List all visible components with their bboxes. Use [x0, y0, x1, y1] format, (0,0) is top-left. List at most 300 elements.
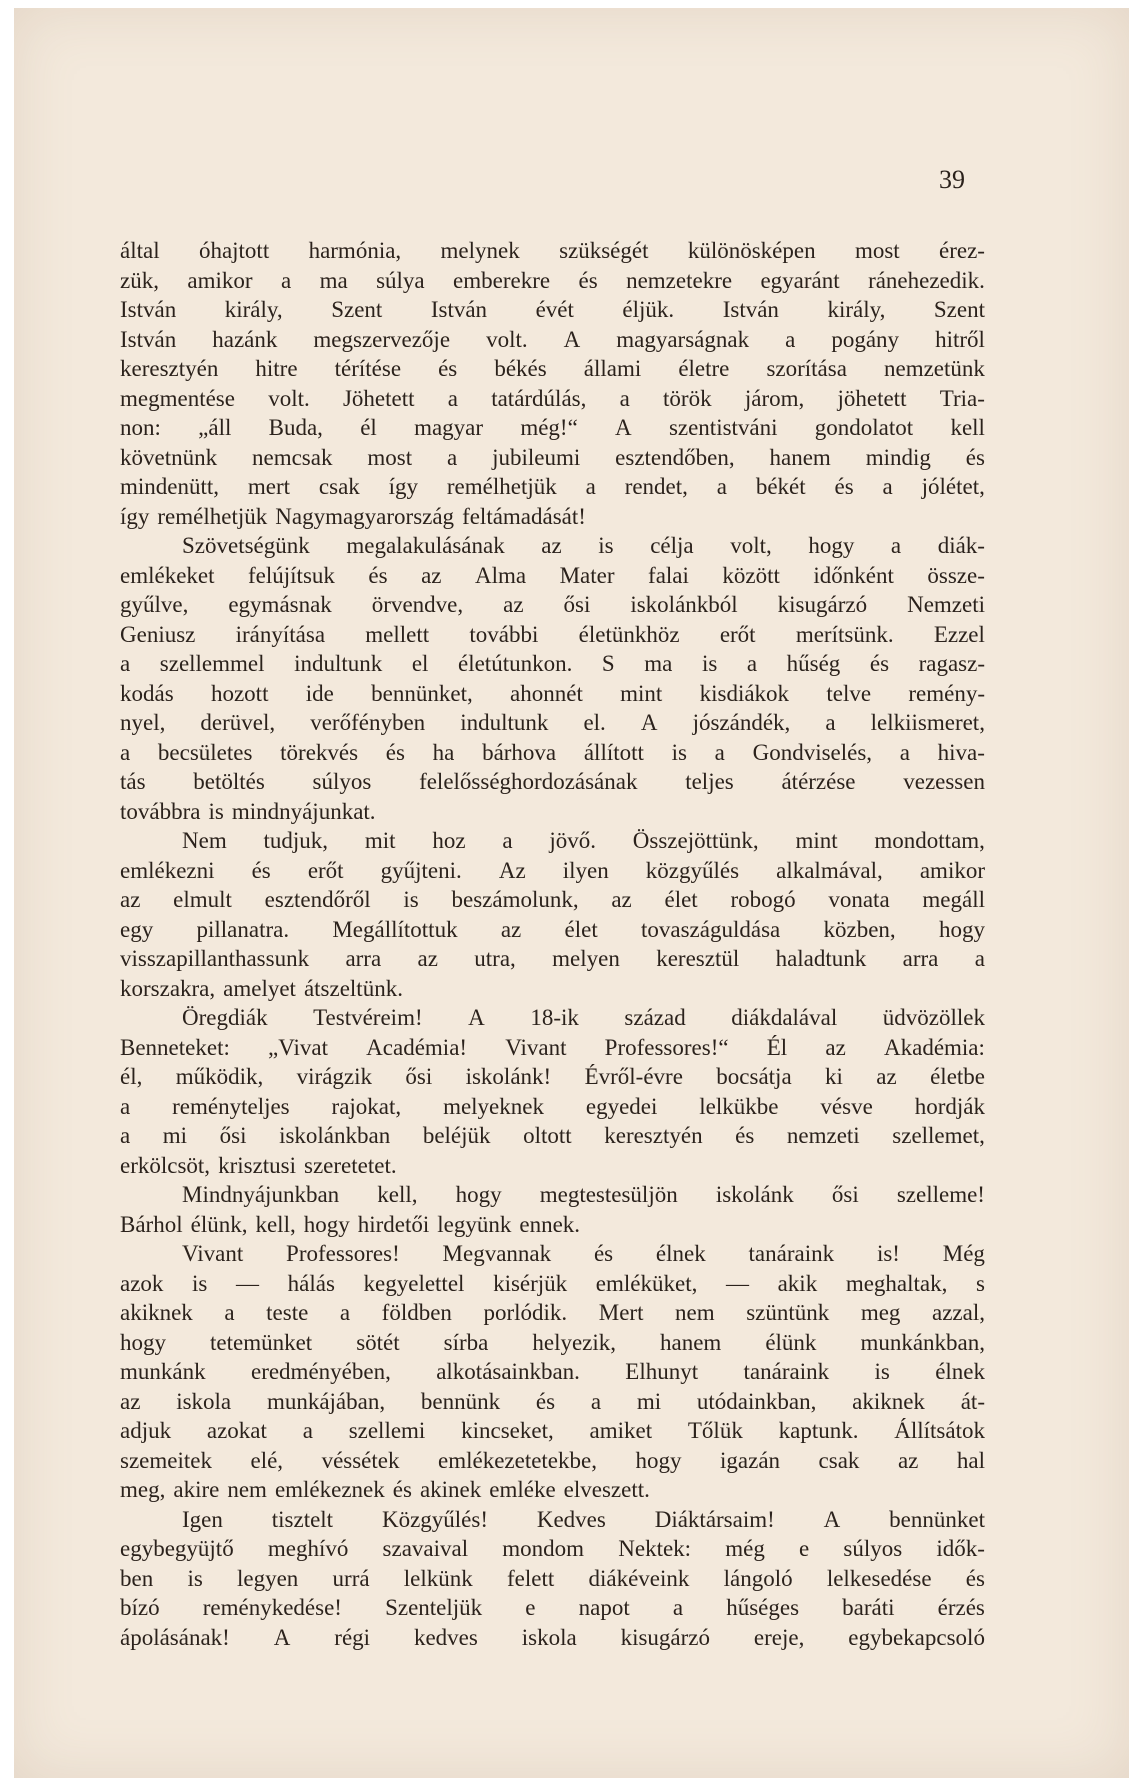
word: bocsátja: [716, 1064, 792, 1089]
word: diák-: [937, 533, 985, 558]
word: hal: [956, 1447, 985, 1473]
word: Buda,: [268, 415, 323, 440]
word: A: [273, 1624, 291, 1650]
word: és: [965, 1565, 985, 1591]
word: amiket: [589, 1418, 653, 1443]
word: üdvözöllek: [882, 1005, 985, 1030]
word: legyen: [237, 1565, 299, 1591]
word: megmentése: [120, 385, 235, 411]
word: reményteljes: [172, 1093, 290, 1119]
word: meghívó: [267, 1536, 349, 1561]
word: és: [385, 739, 405, 765]
text-line: [120, 856, 985, 886]
word: véssétek: [321, 1447, 400, 1473]
word: Nektek:: [618, 1536, 692, 1561]
word: kell: [950, 415, 985, 440]
text-line: [120, 679, 985, 709]
word: földben: [381, 1300, 452, 1325]
word: török: [663, 385, 712, 411]
word: akik: [777, 1270, 818, 1296]
word: amikor: [919, 857, 985, 883]
word: porlódik.: [483, 1300, 568, 1325]
word: átszeltünk.: [303, 975, 403, 1001]
word: járom,: [744, 385, 805, 411]
word: akinek: [419, 1477, 482, 1502]
text-line: [120, 974, 985, 1004]
word: kisugárzó: [777, 592, 868, 617]
word: célja: [650, 533, 694, 558]
word: mert: [247, 474, 291, 499]
text-line: [120, 443, 985, 473]
word: is: [187, 1565, 203, 1591]
word: Gondviselés,: [752, 739, 873, 765]
word: és: [392, 1477, 412, 1502]
word: Nemzeti: [907, 592, 985, 617]
word: most: [367, 444, 413, 470]
word: Igen: [182, 1506, 223, 1532]
word: felújítsuk: [248, 562, 335, 588]
word: —: [236, 1270, 260, 1296]
text-line: [120, 354, 985, 384]
word: az: [541, 533, 562, 558]
word: becsületes: [157, 739, 253, 765]
word: állami: [583, 356, 642, 381]
word: súlyos: [843, 1536, 903, 1561]
word: nemzetünk: [883, 356, 985, 381]
text-line: [120, 1387, 985, 1417]
word: verőfényben: [310, 710, 426, 735]
word: Szenteljük: [385, 1595, 483, 1620]
word: és: [578, 267, 598, 293]
text-line: [120, 1416, 985, 1446]
word: munkánk: [120, 1359, 206, 1384]
word: ma: [644, 651, 673, 676]
word: „Vivat: [268, 1034, 328, 1060]
word: akire: [173, 1477, 220, 1502]
word: erkölcsöt,: [120, 1152, 211, 1178]
word: sírba: [443, 1329, 489, 1355]
word: össze-: [927, 562, 985, 588]
word: szorítása: [766, 356, 847, 381]
word: él: [360, 415, 377, 440]
text-line: [120, 1180, 985, 1210]
word: még!“: [520, 415, 578, 440]
text-line: [120, 1298, 985, 1328]
word: a: [785, 326, 796, 352]
word: él,: [120, 1064, 143, 1089]
word: tovaszáguldása: [641, 916, 781, 942]
word: mondom: [502, 1536, 585, 1561]
text-line: [120, 413, 985, 443]
word: is: [598, 533, 614, 558]
word: tatárdúlás,: [491, 385, 587, 411]
word: lelkesedése: [826, 1565, 932, 1591]
word: esztendőről: [264, 887, 371, 912]
word: közben,: [823, 916, 896, 942]
text-line: [120, 1446, 985, 1476]
word: életre: [678, 356, 730, 381]
word: keresztyén: [120, 356, 219, 381]
word: ha: [432, 739, 455, 765]
word: az: [876, 1064, 897, 1089]
word: István: [430, 297, 488, 322]
word: A: [640, 710, 658, 735]
word: Közgyűlés!: [381, 1506, 488, 1532]
word: törekvés: [280, 739, 359, 765]
word: tetemünket: [210, 1329, 313, 1355]
word: király,: [224, 297, 283, 322]
text-line: [120, 1239, 985, 1269]
text-line: [120, 797, 985, 827]
word: életbe: [930, 1064, 985, 1089]
word: és: [251, 857, 271, 883]
word: iskolánkban: [279, 1123, 391, 1148]
word: működik,: [175, 1064, 264, 1089]
word: élnek: [655, 1241, 706, 1266]
word: Professores!: [286, 1241, 400, 1266]
word: egyedei: [585, 1093, 658, 1119]
word: gondolatot: [814, 415, 914, 440]
word: csak: [818, 1447, 860, 1473]
text-line: [120, 590, 985, 620]
word: Nagymagyarország: [275, 503, 455, 529]
word: vezessen: [903, 769, 985, 794]
word: hoz: [432, 828, 466, 853]
word: csak: [318, 474, 360, 499]
word: hazánk: [212, 326, 278, 352]
word: a: [590, 1388, 602, 1414]
word: munkájában,: [266, 1388, 386, 1414]
word: ennek.: [519, 1211, 581, 1237]
word: gyűjteni.: [380, 857, 462, 883]
word: István: [722, 297, 779, 322]
word: teste: [266, 1300, 309, 1325]
word: iskolánk: [715, 1182, 794, 1207]
text-line: [120, 295, 985, 325]
word: mi: [162, 1123, 188, 1148]
word: diákéveink: [588, 1565, 690, 1591]
word: virágzik: [296, 1064, 372, 1089]
word: hogy: [303, 1211, 350, 1237]
word: bennünket,: [371, 680, 473, 706]
word: azzal,: [932, 1300, 985, 1325]
text-line: [120, 1357, 985, 1387]
word: Szent: [331, 297, 383, 322]
word: urrá: [332, 1565, 370, 1591]
word: a: [672, 1595, 684, 1620]
word: és: [593, 1241, 614, 1266]
word: Testvéreim!: [313, 1005, 423, 1030]
word: Állítsátok: [894, 1418, 985, 1443]
text-line: [120, 1269, 985, 1299]
text-line: [120, 472, 985, 502]
word: helyezik,: [532, 1329, 617, 1355]
word: meghaltak,: [845, 1270, 948, 1296]
word: a: [716, 474, 727, 499]
word: tanáraink: [743, 1359, 830, 1384]
word: zük,: [120, 267, 159, 293]
word: kisugárzó: [620, 1624, 711, 1650]
word: hordják: [914, 1093, 985, 1119]
word: hirdetői: [357, 1211, 430, 1237]
word: Még: [942, 1241, 985, 1266]
word: az: [897, 1447, 919, 1473]
word: időnként: [813, 562, 894, 588]
word: Mert: [598, 1300, 644, 1325]
word: el.: [583, 710, 606, 735]
word: is: [874, 1359, 890, 1384]
word: nemcsak: [252, 444, 333, 470]
word: bennünk: [420, 1388, 501, 1414]
text-line: [120, 236, 985, 266]
word: a: [302, 1418, 313, 1443]
word: a: [120, 1123, 131, 1148]
word: napot: [578, 1595, 630, 1620]
text-line: [120, 944, 985, 974]
word: mint: [620, 680, 663, 706]
word: a: [502, 828, 513, 853]
word: haladtunk: [775, 946, 867, 971]
word: a: [882, 474, 893, 499]
word: hogy: [120, 1329, 166, 1355]
word: amelyet: [223, 975, 296, 1001]
word: óhajtott: [198, 238, 270, 263]
word: és: [735, 1123, 755, 1148]
word: át-: [960, 1388, 985, 1414]
word: indultunk: [294, 651, 383, 676]
word: volt,: [730, 533, 772, 558]
word: sötét: [356, 1329, 400, 1355]
word: Évről-évre: [584, 1064, 683, 1089]
word: oltott: [523, 1123, 572, 1148]
text-line: [120, 1623, 985, 1653]
word: A: [563, 326, 581, 352]
word: Vivant: [182, 1241, 244, 1266]
word: a: [339, 1300, 351, 1325]
word: kell,: [377, 1182, 418, 1207]
word: telve: [826, 680, 872, 706]
word: a: [280, 267, 292, 293]
word: örvendve,: [371, 592, 464, 617]
word: az: [503, 592, 524, 617]
word: ősi: [219, 1123, 247, 1148]
word: az: [611, 887, 632, 912]
word: egybekapcsoló: [848, 1624, 985, 1650]
word: hanem: [660, 1329, 722, 1355]
word: Jöhetett: [342, 385, 415, 411]
word: e: [525, 1595, 536, 1620]
word: Vivant: [505, 1034, 567, 1060]
body-text: [120, 236, 985, 1652]
word: lelkünk: [403, 1565, 473, 1591]
word: Szent: [933, 297, 985, 322]
word: kaptunk.: [778, 1418, 859, 1443]
word: egybegyüjtő: [120, 1536, 234, 1561]
word: elveszett.: [563, 1477, 650, 1502]
word: meg,: [120, 1477, 166, 1502]
word: még: [725, 1536, 765, 1561]
word: vonata: [828, 887, 890, 912]
word: robogó: [730, 887, 796, 912]
word: Académia!: [366, 1034, 468, 1060]
word: e: [799, 1536, 810, 1561]
word: a: [890, 533, 902, 558]
word: bízó: [120, 1595, 160, 1620]
word: emléke: [489, 1477, 556, 1502]
text-line: [120, 1593, 985, 1623]
word: jövő.: [549, 828, 596, 853]
word: eredményében,: [250, 1359, 391, 1384]
word: tanáraink: [748, 1241, 835, 1266]
word: jószándék,: [692, 710, 791, 735]
word: elmult: [173, 887, 232, 912]
text-line: [120, 1151, 985, 1181]
word: szüntünk: [746, 1300, 830, 1325]
word: átérzése: [781, 769, 856, 794]
word: harmónia,: [308, 238, 402, 263]
word: hozott: [210, 680, 269, 706]
word: non:: [120, 415, 161, 440]
word: nemzeti: [786, 1123, 860, 1148]
scanned-page: [14, 8, 1129, 1778]
word: emlékeznek: [274, 1477, 385, 1502]
word: keresztül: [656, 946, 740, 971]
word: hálás: [287, 1270, 335, 1296]
word: emlékezni: [120, 857, 215, 883]
word: beléjük: [422, 1123, 491, 1148]
text-line: [120, 502, 985, 532]
word: teljes: [685, 769, 734, 794]
text-line: [120, 1564, 985, 1594]
word: Professores!“: [604, 1034, 729, 1060]
word: hitre: [255, 356, 298, 381]
word: remény-: [908, 680, 985, 706]
word: Öregdiák: [182, 1005, 268, 1030]
word: irányítása: [235, 621, 326, 647]
word: szellemet,: [892, 1123, 985, 1148]
word: király,: [827, 297, 886, 322]
word: érzés: [937, 1595, 985, 1620]
word: ma: [319, 267, 348, 293]
word: Ezzel: [933, 621, 985, 647]
word: magyarságnak: [616, 326, 750, 352]
text-line: [120, 915, 985, 945]
word: évét: [535, 297, 574, 322]
word: alkalmával,: [776, 857, 883, 883]
word: szeretetet.: [304, 1152, 397, 1178]
word: Tőlük: [687, 1418, 743, 1443]
word: 18-ik: [530, 1005, 579, 1030]
word: lelkiismeret,: [870, 710, 985, 735]
word: Mindnyájunkban: [182, 1182, 340, 1207]
word: és: [535, 1388, 556, 1414]
word: így: [388, 474, 419, 499]
word: akiknek: [120, 1300, 193, 1325]
word: egymásnak: [228, 592, 332, 617]
word: szellemmel: [159, 651, 265, 676]
word: súlya: [376, 267, 425, 293]
word: ki: [825, 1064, 843, 1089]
word: ősi: [831, 1182, 859, 1207]
word: ben: [120, 1565, 154, 1591]
word: hiva-: [937, 739, 985, 765]
word: Összejöttünk,: [632, 828, 759, 853]
word: a: [120, 651, 131, 676]
word: a: [619, 385, 630, 411]
word: Akadémia:: [884, 1034, 985, 1060]
word: remélhetjük: [446, 474, 557, 499]
word: bárhova: [482, 739, 557, 765]
word: további: [469, 621, 539, 647]
word: kisdiákok: [699, 680, 790, 706]
text-line: [120, 1534, 985, 1564]
word: térítése: [334, 356, 402, 381]
word: is: [403, 887, 419, 912]
word: Alma: [475, 562, 527, 588]
text-line: [120, 1505, 985, 1535]
word: megtestesüljön: [539, 1182, 678, 1207]
word: remélhetjük: [157, 503, 268, 529]
word: A: [823, 1506, 841, 1532]
word: az: [500, 916, 522, 942]
word: hogy: [455, 1182, 502, 1207]
word: baráti: [842, 1595, 895, 1620]
word: kincseket,: [461, 1418, 554, 1443]
word: a: [447, 385, 458, 411]
text-line: [120, 767, 985, 797]
word: esztendőben,: [615, 444, 735, 470]
word: tisztelt: [271, 1506, 334, 1532]
word: által: [120, 238, 160, 263]
word: melyen: [552, 946, 620, 971]
word: is: [701, 651, 718, 676]
word: jólétet,: [921, 474, 985, 499]
word: szükségét: [559, 238, 649, 263]
word: az: [825, 1034, 846, 1060]
word: egyaránt: [760, 267, 840, 293]
word: szemeitek: [120, 1447, 212, 1473]
word: közgyűlés: [645, 857, 740, 883]
word: István: [120, 297, 177, 322]
word: alkotásainkban.: [436, 1359, 580, 1384]
word: magyar: [414, 415, 484, 440]
word: szentistváni: [668, 415, 778, 440]
word: is: [671, 739, 687, 765]
word: korszakra,: [120, 975, 216, 1001]
word: között: [722, 562, 780, 588]
word: ilyen: [562, 857, 609, 883]
word: békés: [494, 356, 547, 381]
word: és: [834, 474, 854, 499]
word: hogy: [808, 533, 855, 558]
word: élet: [664, 887, 698, 912]
word: állított: [583, 739, 644, 765]
word: és: [438, 356, 458, 381]
word: azokat: [206, 1418, 267, 1443]
word: A: [615, 415, 632, 440]
word: —: [725, 1270, 749, 1296]
word: is!: [876, 1241, 900, 1266]
word: mint: [795, 828, 838, 853]
word: szelleme!: [896, 1182, 985, 1207]
word: Geniusz: [120, 621, 196, 647]
word: adjuk: [120, 1418, 172, 1443]
word: betöltés: [193, 769, 265, 794]
word: reménykedése!: [202, 1595, 342, 1620]
word: élünk: [765, 1329, 817, 1355]
word: melyeknek: [443, 1093, 544, 1119]
word: megszervezője: [313, 326, 451, 352]
